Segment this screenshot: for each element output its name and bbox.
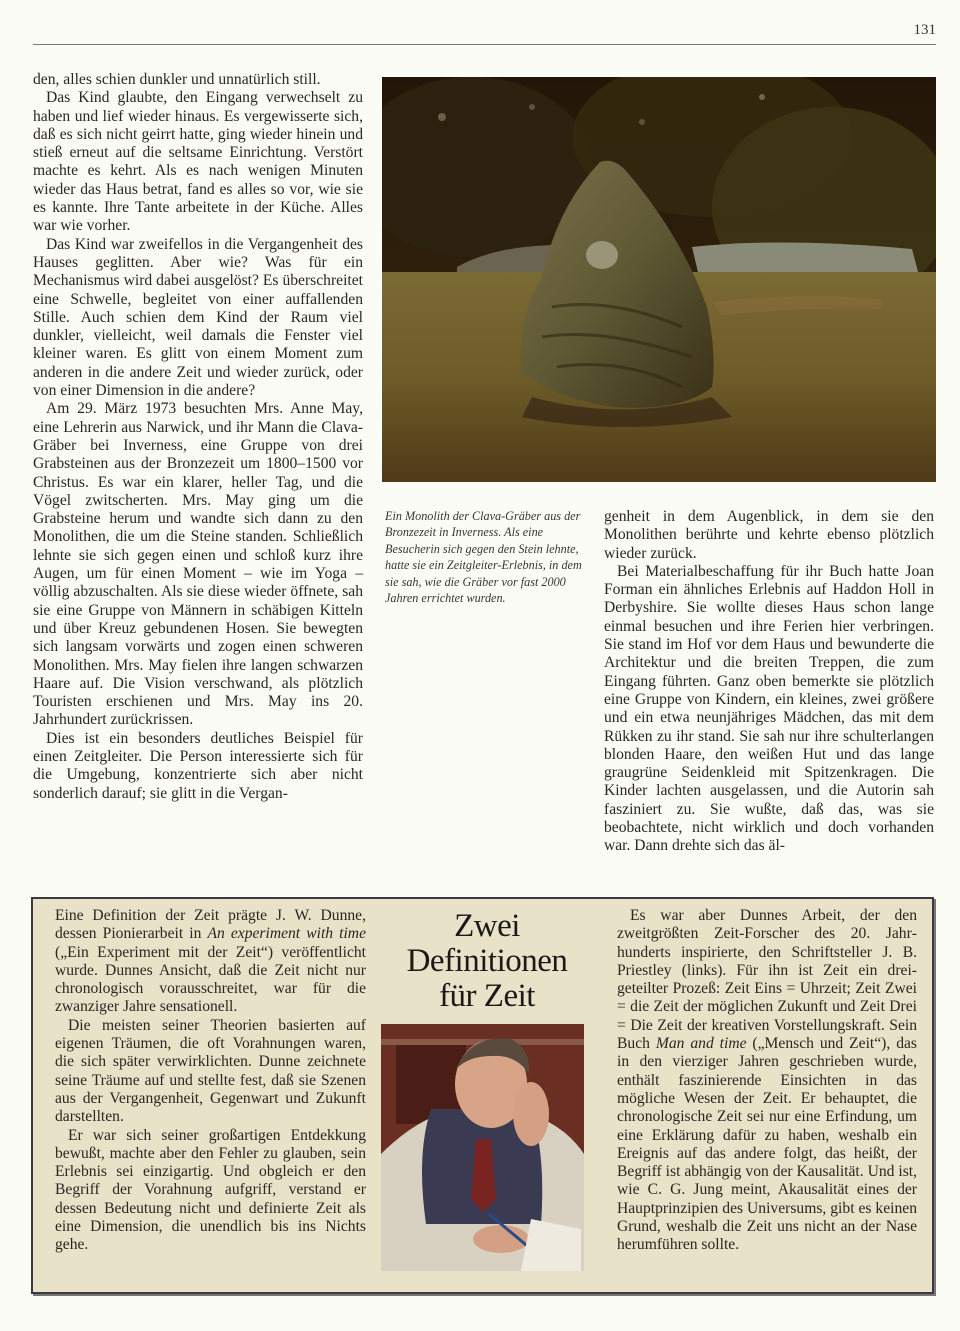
text: („Mensch und Zeit“), das in den vierziger Jahren geschrieben wurde, enthält faszinierende Einsichten in das mögliche Wesen der Zeit. Er behauptet, die chronologische Zeit sei nur eine Erfindung, um eine Erklärung dafür zu haben, weshalb ein Ereignis auf das andere folgt, das heißt, der Begriff ist abhängig von der Kausalität. Und ist, wie C. G. Jung meint, Akausalität eines der Hauptprinzipien des Universums, gibt es keinen Grund, weshalb die Zeit uns nicht an der Nase herumführen sollte.	[617, 1035, 917, 1254]
title-line: Zwei	[454, 908, 520, 944]
priestley-illustration	[381, 1024, 584, 1271]
paragraph: Die meisten seiner Theorien basierten auf eigenen Träumen, die oft Vorahnungen waren, die sich später verwirklichten. Dunne zeichnete seine Träume auf und stellte fest, daß sie Szenen aus der Vergangenheit, Gegenwart und Zukunft darstellten.	[55, 1016, 366, 1126]
monolith-illustration	[382, 77, 936, 482]
text: Es war aber Dunnes Arbeit, der den zweitgrößten Zeit-Forscher des 20. Jahrhunderts inspirierte, den Schriftsteller J. B. Priestley (links). Für ihn ist Zeit ein dreigeteilter Prozeß: Zeit Eins = Uhrzeit; Zeit Zwei = die Zeit der möglichen Zukunft und Zeit Drei = Die Zeit der kreativen Vorstellungskraft. Sein Buch	[617, 907, 917, 1053]
sidebar-box	[31, 897, 934, 1294]
left-text-column	[33, 71, 363, 803]
box-right-column	[617, 907, 917, 1255]
paragraph: Das Kind war zweifellos in die Vergangenheit des Hauses geglitten. Aber wie? Was für ein Mechanismus wird dabei ausgelöst? Es überschreitet eine Schwelle, begleitet von einer auffallenden Stille. Auch schien dem Kind der Raum viel dunkler, vielleicht, weil damals die Fenster viel kleiner waren. Es glitt von einem Moment zum anderen in die andere Zeit und wieder zurück, oder von einer Dimension in die andere?	[33, 235, 363, 400]
paragraph: Dies ist ein besonders deutliches Beispiel für einen Zeitgleiter. Die Person interessierte sich für die Umgebung, konzentrierte sich aber nicht sonderlich darauf; sie glitt in die Vergan-	[33, 729, 363, 802]
monolith-photo	[382, 77, 936, 482]
paragraph: Er war sich seiner großartigen Entdekkung bewußt, machte aber den Fehler zu glauben, sein Erlebnis sei einzigartig. Und obgleich er den Begriff der Vorahnung aufgriff, verstand er dessen Bedeutung nicht und definierte Zeit als eine Dimension, die unendlich bis ins Nichts gehe.	[55, 1126, 366, 1254]
paragraph	[617, 907, 917, 1255]
text: Eine Definition der Zeit prägte J. W. Dunne, dessen Pionierarbeit in	[55, 907, 366, 943]
right-text-column	[604, 508, 934, 856]
photo-caption: Ein Monolith der Clava-Gräber aus der Bronzezeit in Inverness. Als eine Besucherin sich gegen den Stein lehnte, hatte sie ein Zeitgleiter-Erlebnis, in dem sie sah, wie die Gräber vor fast 2000 Jahren errichtet wurden.	[385, 509, 582, 606]
title-line: für Zeit	[439, 978, 535, 1014]
book-title: An experiment with time	[207, 925, 366, 943]
paragraph	[55, 907, 366, 1017]
priestley-photo	[381, 1024, 584, 1271]
paragraph: den, alles schien dunkler und unnatürlich still.	[33, 71, 321, 88]
box-left-column	[55, 907, 366, 1255]
paragraph: Am 29. März 1973 besuchten Mrs. Anne May, eine Lehrerin aus Narwick, und ihr Mann die Clava-Gräber bei Inverness, eine Gruppe von drei Grabsteinen aus der Bronzezeit um 1800–1500 vor Christus. Es war ein klarer, heller Tag, und die Vögel zwitscherten. Mrs. May ging um die Grabsteine herum und wandte sich dann zu den Monolithen, die um die Steine standen. Schließlich lehnte sie sich gegen einen und schloß kurz ihre Augen, um für einen Moment – wie im Yoga – völlig abzuschalten. Als sie diese wieder öffnete, sah sie eine Gruppe von Männern in schäbigen Kitteln und über Kreuz gebundenen Hosen. Sie bewegten sich langsam vorwärts und zogen einen schweren Monolithen. Mrs. May fielen ihre langen schwarzen Haare auf. Die Vision verschwand, als plötzlich Touristen erschienen und Mrs. May ins 20. Jahrhundert zurückrissen.	[33, 400, 363, 729]
book-title: Man and time	[655, 1035, 747, 1053]
paragraph: genheit in dem Augenblick, in dem sie den Monolithen berührte und kehrte ebenso plötzlich wieder zurück.	[604, 508, 934, 562]
page-number: 131	[913, 22, 936, 38]
box-title	[385, 909, 589, 1014]
title-line: Definitionen	[406, 943, 568, 979]
header-rule	[33, 44, 936, 45]
paragraph: Bei Materialbeschaffung für ihr Buch hatte Joan Forman ein ähnliches Erlebnis auf Haddon Holl in Derbyshire. Sie wollte dieses Haus schon lange einmal besuchen und ihre Ferien hier verbringen. Sie stand im Hof vor dem Haus und bewunderte die Architektur und die breiten Treppen, die zum Eingang führten. Ganz oben bemerkte sie plötzlich eine Gruppe von Kindern, ein kleines, zwei größere und ein etwa neunjähriges Mädchen, das mit dem Rükken zu ihr stand. Sie sah nur ihre schulterlangen blonden Haare, den weißen Hut und das lange graugrüne Seidenkleid mit Spitzenkragen. Die Kinder lachten ausgelassen, und die Autorin sah fasziniert zu. Sie wußte, daß das, was sie beobachtete, nicht wirklich und doch vorhanden war. Dann drehte sich das äl-	[604, 562, 934, 855]
paragraph: Das Kind glaubte, den Eingang verwechselt zu haben und lief wieder hinaus. Es vergewisserte sich, daß es sich nicht geirrt hatte, ging wieder hinein und stieß erneut auf die seltsame Einrichtung. Verstört machte es kehrt. Als es nach wenigen Minuten wieder das Haus betrat, fand es alles so vor, wie sie es kannte. Ihre Tante arbeitete in der Küche. Alles war wie vorher.	[33, 89, 363, 235]
text: („Ein Experiment mit der Zeit“) veröffentlicht wurde. Dunnes Ansicht, daß die Zeit nicht nur chronologisch vorausschreitet, war für die zwanziger Jahre sensationell.	[55, 943, 366, 1016]
